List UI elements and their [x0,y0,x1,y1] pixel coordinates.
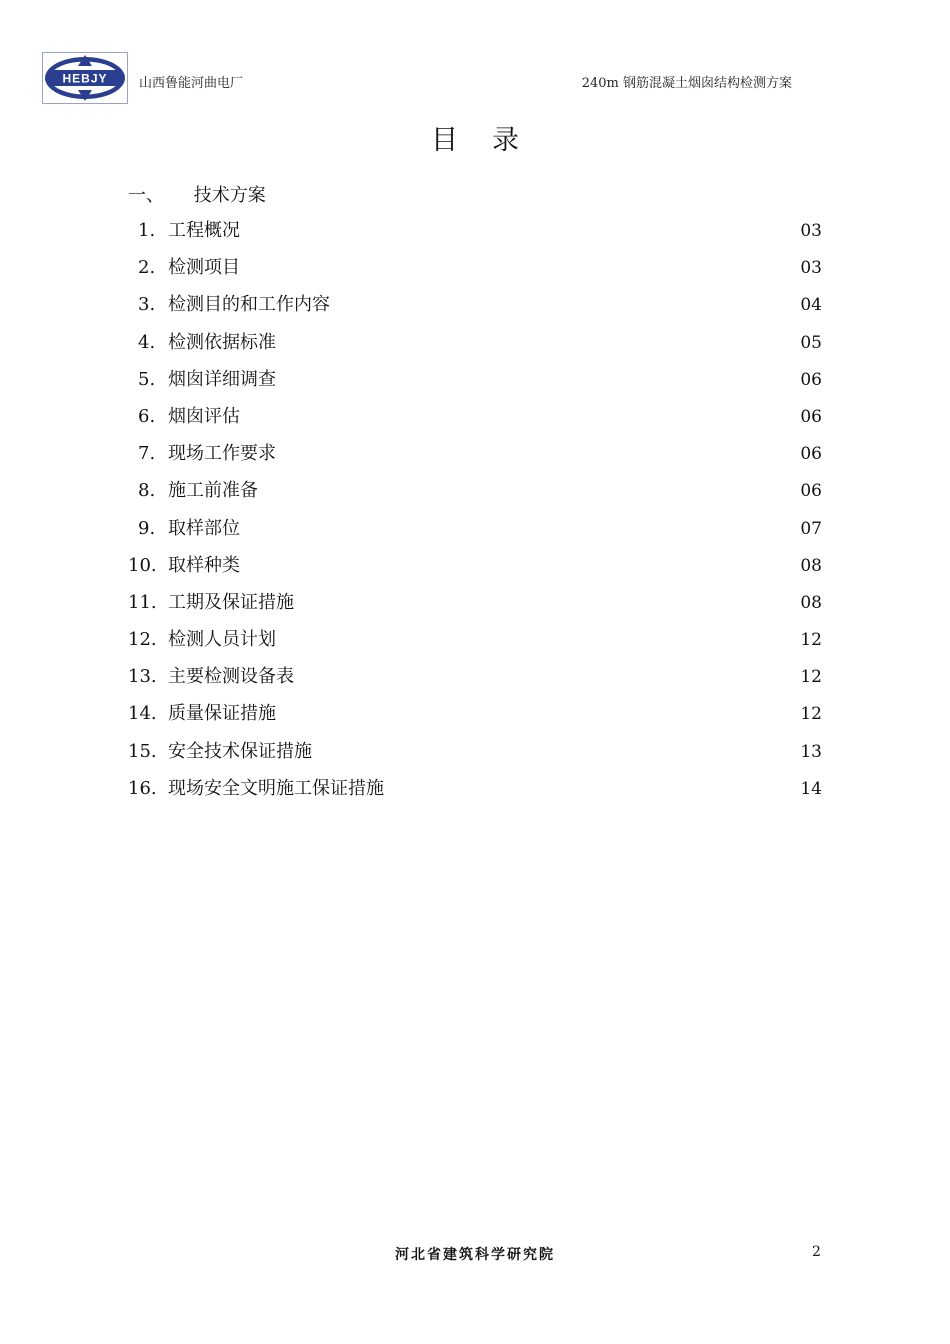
toc-entry-title: 取样部位 [168,517,240,539]
toc-entry-number: 3. [138,294,156,316]
toc-entry[interactable] [128,294,822,331]
toc-entry-page: 12 [800,704,822,725]
toc-entry-title: 取样种类 [168,554,240,576]
toc-entry-page: 05 [800,332,822,353]
toc-entry-number: 9. [138,517,156,539]
toc-entry-page: 12 [800,667,822,688]
toc-entry-page: 06 [800,444,822,465]
toc-entry-number: 8. [138,480,156,502]
toc-entry-title: 施工前准备 [168,480,258,502]
toc-entry[interactable] [128,778,822,815]
toc-entry-page: 04 [800,295,822,316]
toc-entry[interactable] [128,406,822,443]
toc-dot-leader [336,294,796,316]
toc-entry-number: 11. [128,591,157,613]
toc-entry-title: 工程概况 [168,220,240,241]
toc-entry[interactable] [128,629,822,666]
hebjy-logo [42,52,128,104]
toc-entry-number: 12. [128,629,157,651]
toc-entry-number: 16. [128,777,157,799]
toc-dot-leader [318,741,796,763]
toc-entry-page: 08 [800,555,822,576]
toc-entry[interactable] [128,220,822,257]
toc-entry-page: 13 [800,741,822,762]
toc-entry-page: 06 [800,369,822,390]
toc-entry-title: 现场工作要求 [168,443,276,465]
header-document-name: 240m 钢筋混凝土烟囱结构检测方案 [581,76,792,91]
footer-organization: 河北省建筑科学研究院 [395,1247,555,1263]
toc-entry-number: 14. [128,703,157,725]
svg-text:HEBJY: HEBJY [62,71,108,86]
toc-dot-leader [282,369,796,391]
toc-entry[interactable] [128,518,822,555]
toc-entry-title: 现场安全文明施工保证措施 [168,777,384,799]
toc-entry[interactable] [128,332,822,369]
toc-dot-leader [300,592,796,614]
toc-dot-leader [246,257,796,279]
toc-dot-leader [282,443,796,465]
toc-entry[interactable] [128,480,822,517]
toc-entry-number: 4. [138,331,156,353]
toc-dot-leader [282,629,796,651]
toc-dot-leader [246,220,796,242]
toc-dot-leader [246,406,796,428]
toc-entry-number: 10. [128,554,157,576]
toc-entry-title: 烟囱详细调查 [168,368,276,390]
page-header [42,52,822,106]
toc-dot-leader [264,480,796,502]
toc-entry[interactable] [128,741,822,778]
toc-entry-number: 5. [138,368,156,390]
toc-entry-title: 质量保证措施 [168,703,276,725]
toc-entry-number: 13. [128,666,157,688]
toc-entry-page: 03 [800,221,822,241]
header-plant-name: 山西鲁能河曲电厂 [139,76,244,91]
toc-entry-title: 检测人员计划 [168,629,276,651]
toc-entry[interactable] [128,703,822,740]
toc-entry-title: 检测项目 [168,257,240,279]
toc-entry[interactable] [128,443,822,480]
toc-entry-number: 7. [138,443,156,465]
toc-entry-title: 工期及保证措施 [168,591,294,613]
toc-entry-page: 06 [800,481,822,502]
toc-entry-number: 2. [138,257,156,279]
footer-page-number: 2 [812,1244,821,1260]
toc-entry-page: 07 [800,518,822,539]
toc-entry-page: 06 [800,406,822,427]
toc-entry[interactable] [128,666,822,703]
toc-entry-number: 1. [138,220,156,241]
toc-entry-title: 安全技术保证措施 [168,740,312,762]
toc-entry-page: 03 [800,258,822,279]
toc-entry-page: 12 [800,630,822,651]
toc-entry-title: 检测依据标准 [168,331,276,353]
toc-entry-number: 6. [138,405,156,427]
section-label: 技术方案 [193,185,266,206]
toc-dot-leader [390,778,796,800]
toc-entry-page: 14 [800,778,822,799]
toc-entry[interactable] [128,555,822,592]
toc-entry[interactable] [128,257,822,294]
toc-entry-number: 15. [128,740,157,762]
toc-dot-leader [246,555,796,577]
toc-dot-leader [246,518,796,540]
toc-dot-leader [300,666,796,688]
section-heading [128,181,266,207]
section-number: 一、 [128,185,164,206]
table-of-contents [128,220,822,815]
toc-entry-page: 08 [800,592,822,613]
toc-entry-title: 主要检测设备表 [168,666,294,688]
toc-dot-leader [282,703,796,725]
toc-entry-title: 烟囱评估 [168,405,240,427]
page-title: 目录 [431,125,553,156]
toc-entry-title: 检测目的和工作内容 [168,294,330,316]
toc-entry[interactable] [128,369,822,406]
toc-dot-leader [282,332,796,354]
toc-entry[interactable] [128,592,822,629]
